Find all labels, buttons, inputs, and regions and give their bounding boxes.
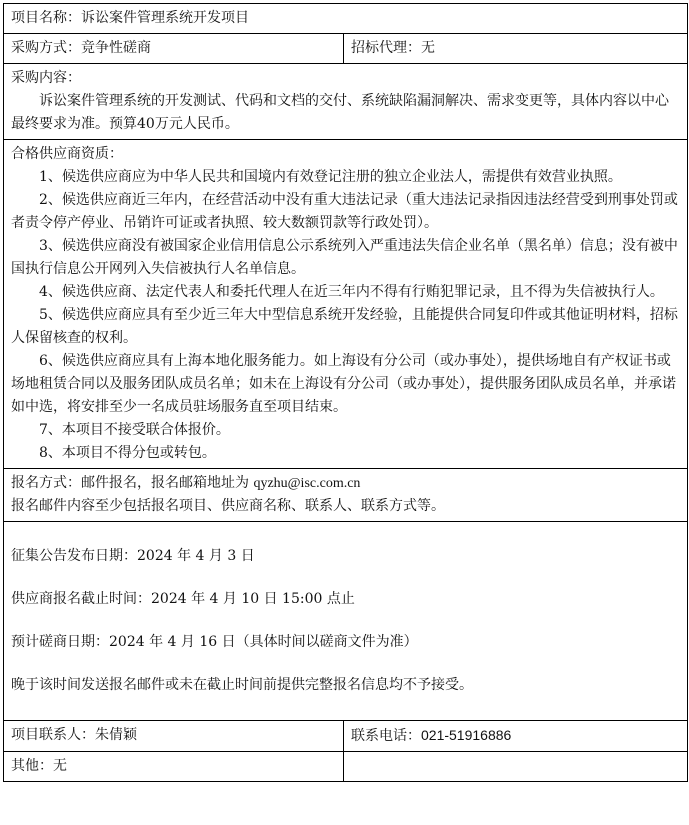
contact-person-label: 项目联系人： [11, 727, 95, 743]
registration-requirements-line: 报名邮件内容至少包括报名项目、供应商名称、联系人、联系方式等。 [11, 498, 445, 514]
qualification-item-3: 3、候选供应商没有被国家企业信用信息公示系统列入严重违法失信企业名单（黑名单）信息；没有被中国执行信息公开网列入失信被执行人名单信息。 [11, 238, 678, 277]
qualification-item-6: 6、候选供应商应具有上海本地化服务能力。如上海设有分公司（或办事处），提供场地自有产权证书或场地租赁合同以及服务团队成员名单；如未在上海设有分公司（或办事处），提供服务团队成员名单，并承诺如中选，将安排至少一名成员驻场服务直至项目结束。 [11, 353, 676, 415]
registration-cell [4, 469, 688, 522]
publish-date-line: 征集公告发布日期：2024 年 4 月 3 日 [11, 548, 255, 564]
contact-phone-cell [344, 721, 688, 752]
qualification-item-4: 4、候选供应商、法定代表人和委托代理人在近三年内不得有行贿犯罪记录，且不得为失信被执行人。 [39, 284, 664, 300]
qualification-item-1: 1、候选供应商应为中华人民共和国境内有效登记注册的独立企业法人，需提供有效营业执照。 [39, 169, 622, 185]
other-row [4, 752, 688, 782]
other-empty-cell [344, 752, 688, 782]
registration-email-link[interactable]: qyzhu@isc.com.cn [253, 476, 361, 491]
project-name-value: 诉讼案件管理系统开发项目 [81, 10, 249, 26]
late-submission-note: 晚于该时间发送报名邮件或未在截止时间前提供完整报名信息均不予接受。 [11, 677, 473, 693]
qualification-item-2: 2、候选供应商近三年内，在经营活动中没有重大违法记录（重大违法记录指因违法经营受到刑事处罚或者责令停产停业、吊销许可证或者执照、较大数额罚款等行政处罚）。 [11, 192, 678, 231]
qualifications-heading: 合格供应商资质： [11, 146, 123, 162]
registration-method-line [11, 472, 680, 495]
procurement-method-value: 竞争性磋商 [81, 40, 151, 56]
project-name-cell [4, 4, 688, 34]
other-value: 无 [53, 758, 67, 774]
contact-phone-label: 联系电话： [351, 728, 421, 744]
negotiation-date-line: 预计磋商日期：2024 年 4 月 16 日（具体时间以磋商文件为准） [11, 634, 418, 650]
other-cell [4, 752, 344, 782]
tender-agent-value: 无 [421, 40, 435, 56]
project-name-label: 项目名称： [11, 10, 81, 26]
contact-phone-value: 021-51916886 [421, 727, 512, 743]
qualification-item-5: 5、候选供应商应具有至少近三年大中型信息系统开发经验，且能提供合同复印件或其他证明材料，招标人保留核查的权利。 [11, 307, 678, 346]
other-label: 其他： [11, 758, 53, 774]
qualifications-row [4, 140, 688, 469]
qualification-item-7: 7、本项目不接受联合体报价。 [39, 422, 230, 438]
registration-deadline-line: 供应商报名截止时间：2024 年 4 月 10 日 15:00 点止 [11, 591, 355, 607]
procurement-method-row [4, 34, 688, 64]
procurement-content-cell [4, 64, 688, 140]
qualification-item-8: 8、本项目不得分包或转包。 [39, 445, 216, 461]
procurement-method-label: 采购方式： [11, 40, 81, 56]
tender-agent-cell [344, 34, 688, 64]
registration-method-text: 报名方式：邮件报名，报名邮箱地址为 [11, 475, 254, 491]
procurement-content-body: 诉讼案件管理系统的开发测试、代码和文档的交付、系统缺陷漏洞解决、需求变更等，具体内容以中心最终要求为准。预算40万元人民币。 [11, 93, 669, 132]
schedule-row [4, 522, 688, 721]
procurement-content-heading: 采购内容： [11, 70, 81, 86]
schedule-cell [4, 522, 688, 721]
tender-agent-label: 招标代理： [351, 40, 421, 56]
contact-person-cell [4, 721, 344, 752]
procurement-notice-table [3, 3, 688, 782]
project-name-row [4, 4, 688, 34]
procurement-method-cell [4, 34, 344, 64]
qualifications-cell [4, 140, 688, 469]
registration-row [4, 469, 688, 522]
contact-person-value: 朱倩颖 [95, 727, 137, 743]
procurement-content-row [4, 64, 688, 140]
contact-row [4, 721, 688, 752]
